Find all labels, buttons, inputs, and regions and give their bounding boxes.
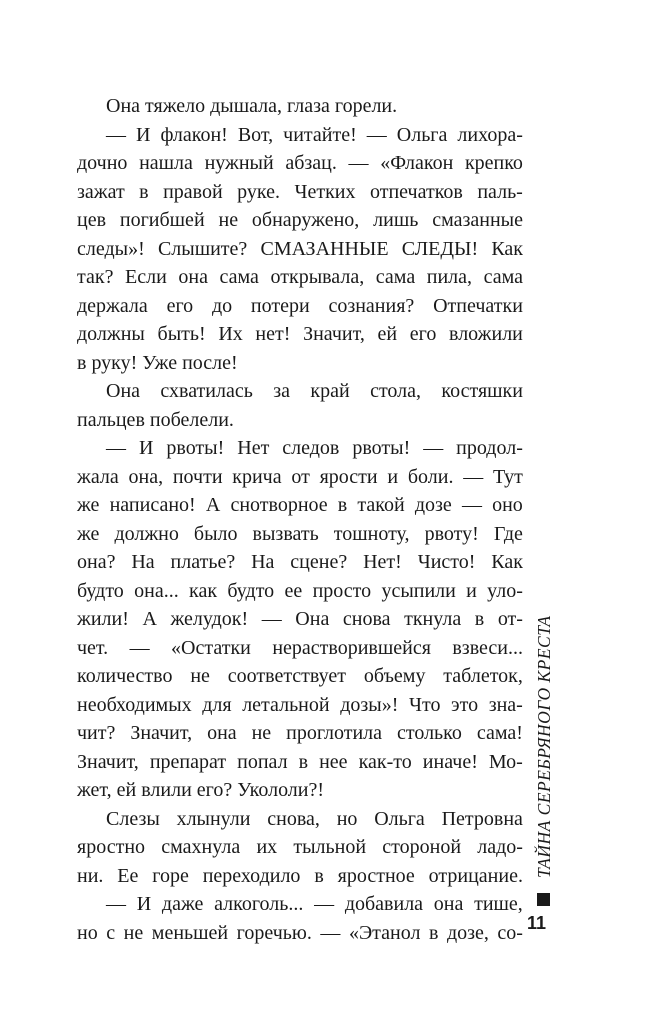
text-line: жет, ей влили его? Укололи?!	[77, 779, 325, 801]
text-line: но с не меньшей горечью. — «Этанол в дозе, со-	[77, 921, 523, 944]
text-line: ни. Ее горе переходило в яростное отрицание.	[77, 864, 523, 887]
text-line: в руку! Уже после!	[77, 351, 238, 374]
text-line: количество не соответствует объему таблеток,	[77, 665, 523, 687]
text-line: Она тяжело дышала, глаза горели.	[106, 95, 398, 117]
text-line: Значит, препарат попал в нее как-то иначе! Мо-	[77, 750, 523, 773]
section-marker-square	[537, 893, 550, 906]
text-line: держала его до потери сознания? Отпечатки	[77, 294, 523, 317]
text-line: Слезы хлынули снова, но Ольга Петровна	[106, 807, 523, 830]
text-line: так? Если она сама открывала, сама пила, сама	[77, 266, 523, 288]
text-line: же написано! А снотворное в такой дозе — оно	[77, 494, 523, 516]
text-line: цев погибшей не обнаружено, лишь смазанные	[77, 209, 523, 231]
text-line: же должно было вызвать тошноту, рвоту! Где	[77, 522, 523, 545]
text-line: жала она, почти крича от ярости и боли. — Тут	[77, 465, 523, 488]
text-line: чет. — «Остатки нерастворившейся взвеси...	[77, 636, 523, 659]
text-line: — И рвоты! Нет следов рвоты! — продол-	[106, 437, 523, 459]
text-line: она? На платье? На сцене? Нет! Чисто! Как	[77, 551, 523, 573]
text-line: яростно смахнула их тыльной стороной ладо-	[77, 836, 523, 858]
text-line: жили! А желудок! — Она снова ткнула в от-	[77, 608, 523, 630]
running-title: ТАЙНА СЕРЕБРЯНОГО КРЕСТА	[534, 615, 554, 878]
text-line: пальцев побелели.	[77, 408, 234, 431]
text-line: Она схватилась за край стола, костяшки	[106, 380, 523, 402]
text-line: должны быть! Их нет! Значит, ей его вложили	[77, 323, 523, 345]
body-text	[77, 92, 523, 947]
text-line: дочно нашла нужный абзац. — «Флакон крепко	[77, 152, 523, 174]
text-line: зажат в правой руке. Четких отпечатков паль-	[77, 180, 523, 203]
text-line: чит? Значит, она не проглотила столько сама!	[77, 722, 523, 744]
page-number: 11	[527, 913, 547, 933]
text-line: будто она... как будто ее просто усыпили и уло-	[77, 579, 523, 602]
text-line: — И флакон! Вот, читайте! — Ольга лихора-	[106, 123, 523, 146]
text-line: необходимых для летальной дозы»! Что это зна-	[77, 693, 523, 716]
text-line: следы»! Слышите? СМАЗАННЫЕ СЛЕДЫ! Как	[77, 237, 523, 260]
text-line: — И даже алкоголь... — добавила она тише,	[106, 893, 523, 915]
